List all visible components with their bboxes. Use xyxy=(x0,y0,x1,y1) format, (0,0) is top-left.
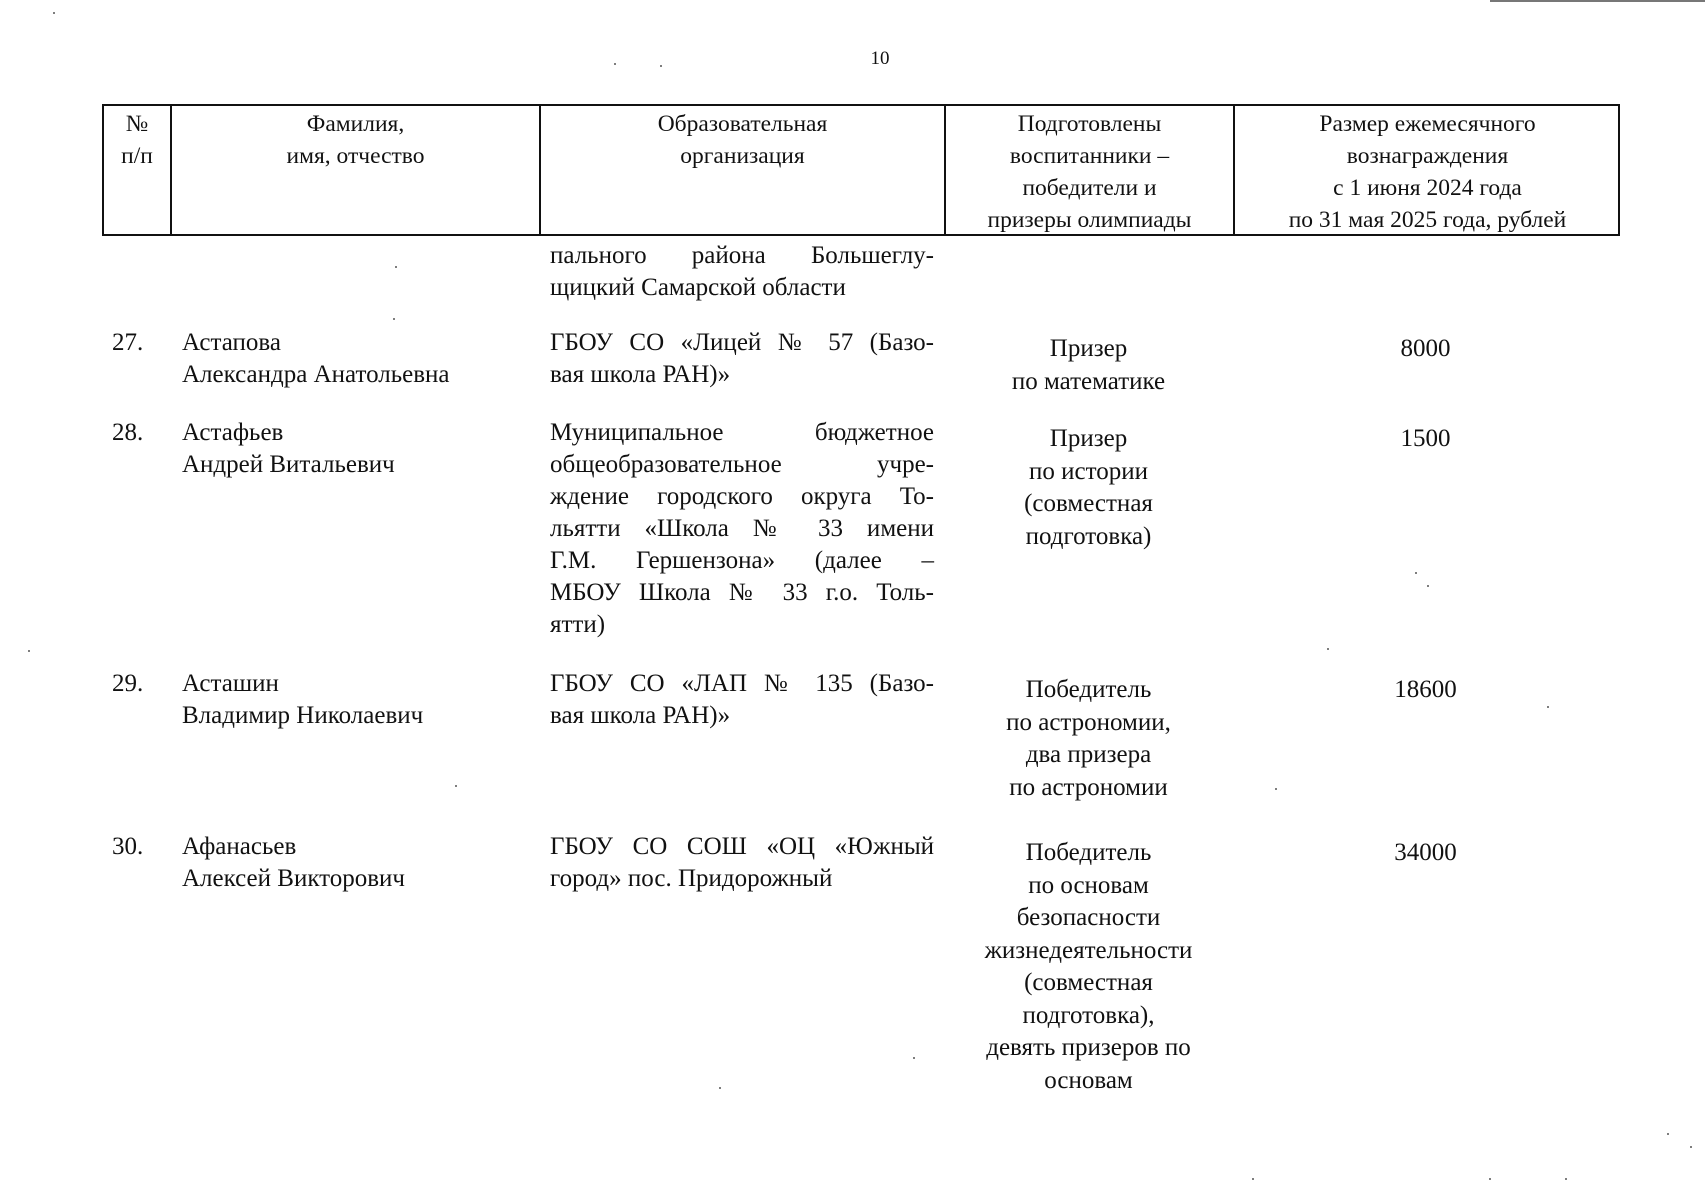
scan-speck xyxy=(1275,788,1277,790)
scan-edge-line xyxy=(1490,0,1705,2)
scan-speck xyxy=(395,266,397,268)
scan-speck xyxy=(719,1087,721,1089)
prep-line: (совместная xyxy=(1024,490,1153,517)
header-text: по 31 мая 2025 года, рублей xyxy=(1288,207,1567,233)
prep-line: подготовка), xyxy=(1022,1001,1155,1029)
header-text: призеры олимпиады xyxy=(987,207,1192,233)
org-line: Муниципальное бюджетное xyxy=(550,419,934,446)
scan-speck xyxy=(1565,1178,1567,1180)
scan-speck xyxy=(1415,572,1417,574)
scan-speck xyxy=(455,785,457,787)
org-line: ждение городского округа То- xyxy=(550,483,934,510)
prep-line: по астрономии xyxy=(1009,773,1168,801)
header-text: с 1 июня 2024 года xyxy=(1333,175,1522,201)
prep-line: по математике xyxy=(1011,367,1166,395)
org-line: пального района Большеглу- xyxy=(550,242,934,269)
reward-amount: 1500 xyxy=(1400,425,1451,452)
header-number xyxy=(104,106,172,234)
scan-speck xyxy=(660,65,662,67)
name-line: Андрей Витальевич xyxy=(182,451,395,478)
header-text: № xyxy=(125,111,149,137)
organization xyxy=(550,417,934,641)
scan-speck xyxy=(393,318,395,320)
org-line: МБОУ Школа № 33 г.о. Толь- xyxy=(550,579,934,606)
prep-line: Победитель xyxy=(1025,676,1152,703)
scan-speck xyxy=(913,1057,915,1059)
prepared-students xyxy=(945,423,1232,553)
header-text: вознаграждения xyxy=(1346,143,1509,169)
page-number: 10 xyxy=(870,48,890,69)
name-line: Астапова xyxy=(182,329,281,356)
prep-line: жизнедеятельности xyxy=(984,936,1193,964)
scan-speck xyxy=(1690,1146,1692,1148)
header-text: Подготовлены xyxy=(1017,111,1162,137)
header-text: Образовательная xyxy=(657,111,828,137)
prep-line: два призера xyxy=(1025,741,1152,768)
scan-speck xyxy=(1489,1178,1491,1180)
name-line: Афанасьев xyxy=(182,833,297,860)
scan-speck xyxy=(1667,1133,1669,1135)
org-line: льятти «Школа № 33 имени xyxy=(550,515,934,542)
prep-line: по основам xyxy=(1028,871,1149,899)
header-text: Фамилия, xyxy=(306,111,405,137)
prep-line: Победитель xyxy=(1025,839,1152,866)
org-line: вая школа РАН)» xyxy=(550,361,731,388)
person-name xyxy=(182,668,542,732)
org-line: вая школа РАН)» xyxy=(550,702,731,729)
person-name xyxy=(182,831,542,895)
person-name xyxy=(182,417,542,481)
row-number: 28. xyxy=(112,419,144,446)
prep-line: Призер xyxy=(1049,335,1128,362)
org-line: ГБОУ СО «ЛАП № 135 (Базо- xyxy=(550,670,934,697)
header-full-name xyxy=(172,106,541,234)
org-line: ГБОУ СО СОШ «ОЦ «Южный xyxy=(550,833,934,860)
prep-line: по истории xyxy=(1029,457,1148,485)
prepared-students xyxy=(945,333,1232,398)
reward-amount: 8000 xyxy=(1400,335,1451,362)
organization xyxy=(550,831,934,895)
header-text: п/п xyxy=(121,143,153,169)
header-organization xyxy=(541,106,946,234)
reward-amount: 18600 xyxy=(1394,676,1457,703)
header-prepared-students xyxy=(946,106,1235,234)
scan-speck xyxy=(1547,706,1549,708)
header-text: Размер ежемесячного xyxy=(1319,111,1536,137)
row-number: 30. xyxy=(112,833,144,860)
org-line: ятти) xyxy=(550,611,606,638)
organization xyxy=(550,668,934,732)
table-header xyxy=(102,104,1620,236)
scan-speck xyxy=(1327,648,1329,650)
scan-speck xyxy=(53,12,55,14)
continued-organization-text xyxy=(550,240,934,304)
prepared-students xyxy=(945,674,1232,804)
name-line: Александра Анатольевна xyxy=(182,361,450,388)
header-text: победители и xyxy=(1022,175,1157,201)
prep-line: (совместная xyxy=(1024,969,1153,996)
reward-amount: 34000 xyxy=(1394,839,1457,866)
person-name xyxy=(182,327,542,391)
org-line: ГБОУ СО «Лицей № 57 (Базо- xyxy=(550,329,934,356)
prep-line: безопасности xyxy=(1016,904,1161,931)
row-number: 27. xyxy=(112,329,144,356)
prepared-students xyxy=(945,837,1232,1097)
prep-line: девять призеров по xyxy=(986,1034,1191,1061)
scan-speck xyxy=(614,63,616,65)
header-text: организация xyxy=(680,143,805,169)
header-text: имя, отчество xyxy=(286,143,425,169)
org-line: общеобразовательное учре- xyxy=(550,451,934,478)
org-line: Г.М. Гершензона» (далее – xyxy=(550,547,934,574)
name-line: Владимир Николаевич xyxy=(182,702,424,729)
name-line: Астафьев xyxy=(182,419,284,446)
organization xyxy=(550,327,934,391)
name-line: Асташин xyxy=(182,670,279,697)
scan-speck xyxy=(1427,585,1429,587)
prep-line: подготовка) xyxy=(1025,522,1152,550)
scan-speck xyxy=(28,650,30,652)
prep-line: Призер xyxy=(1049,425,1128,452)
name-line: Алексей Викторович xyxy=(182,865,405,892)
org-line: щицкий Самарской области xyxy=(550,274,846,301)
header-text: воспитанники – xyxy=(1009,143,1170,169)
header-monthly-reward xyxy=(1235,106,1620,234)
org-line: город» пос. Придорожный xyxy=(550,865,833,892)
scan-speck xyxy=(1252,1178,1254,1180)
prep-line: по астрономии, xyxy=(1006,708,1171,736)
prep-line: основам xyxy=(1044,1066,1133,1094)
row-number: 29. xyxy=(112,670,144,697)
